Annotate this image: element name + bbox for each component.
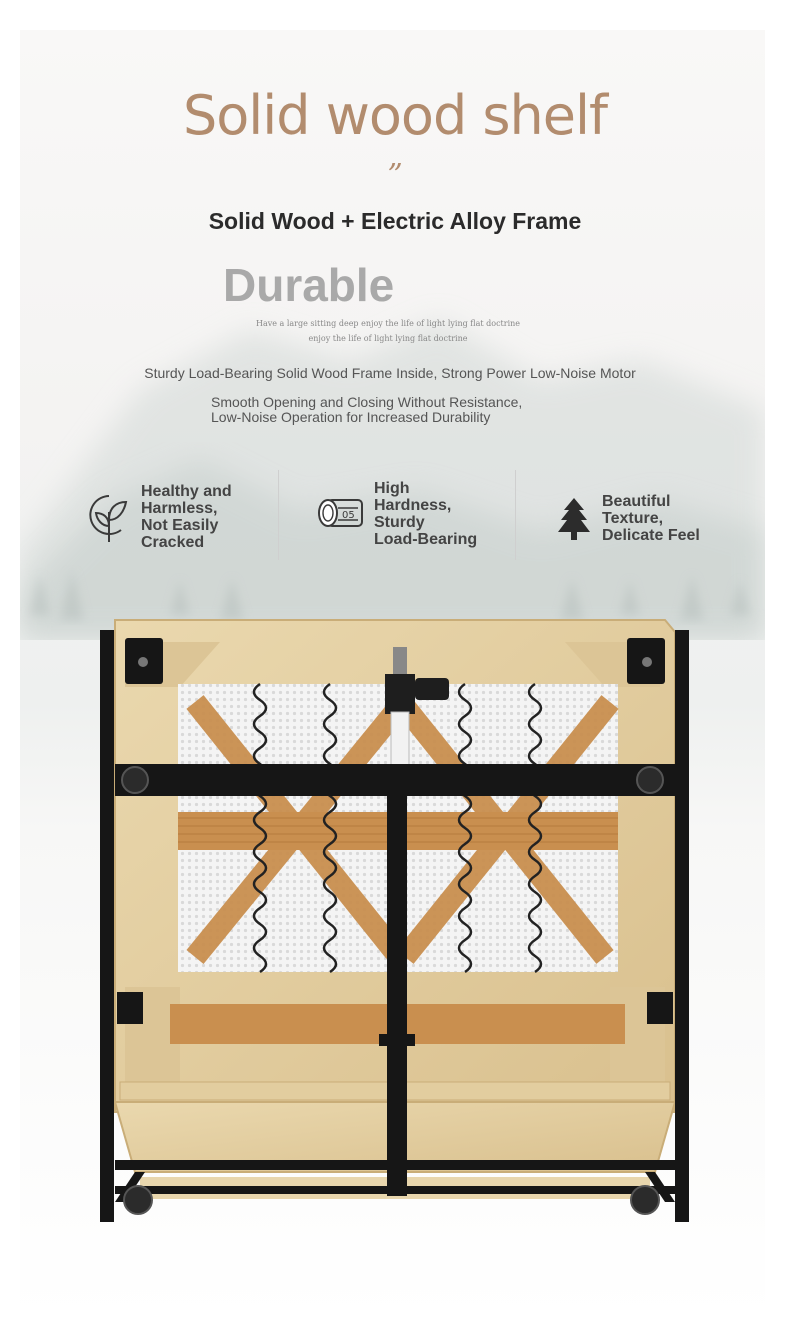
feature-hardness <box>316 480 477 548</box>
leaf-circle-icon <box>88 490 130 544</box>
tagline-line-2: enjoy the life of light lying flat doctrine <box>308 334 468 343</box>
tagline-line-1: Have a large sitting deep enjoy the life of light lying flat doctrine <box>255 319 521 328</box>
feature-healthy-label: Healthy and Harmless, Not Easily Cracked <box>141 483 232 551</box>
feature-hardness-label: High Hardness, Sturdy Load-Bearing <box>374 480 478 548</box>
durable-heading: Durable <box>223 259 395 311</box>
feature-texture <box>556 493 700 544</box>
subtitle: Solid Wood + Electric Alloy Frame <box>208 208 582 234</box>
quote-mark: ” <box>387 158 403 193</box>
description-block <box>211 395 522 425</box>
feature-healthy <box>88 483 232 551</box>
description-line-1: Sturdy Load-Bearing Solid Wood Frame Inside, Strong Power Low-Noise Motor <box>144 365 636 381</box>
wood-log-icon <box>316 494 366 534</box>
feature-divider <box>515 470 516 560</box>
description-line-2: Smooth Opening and Closing Without Resistance, <box>211 394 523 410</box>
sofa-bed-frame-image <box>95 612 695 1227</box>
feature-divider <box>278 470 279 560</box>
pine-tree-icon <box>556 496 592 542</box>
page-title: Solid wood shelf <box>182 84 608 147</box>
feature-texture-label: Beautiful Texture, Delicate Feel <box>602 493 700 544</box>
description-line-3: Low-Noise Operation for Increased Durability <box>211 409 491 425</box>
log-text: 05 <box>342 510 355 521</box>
